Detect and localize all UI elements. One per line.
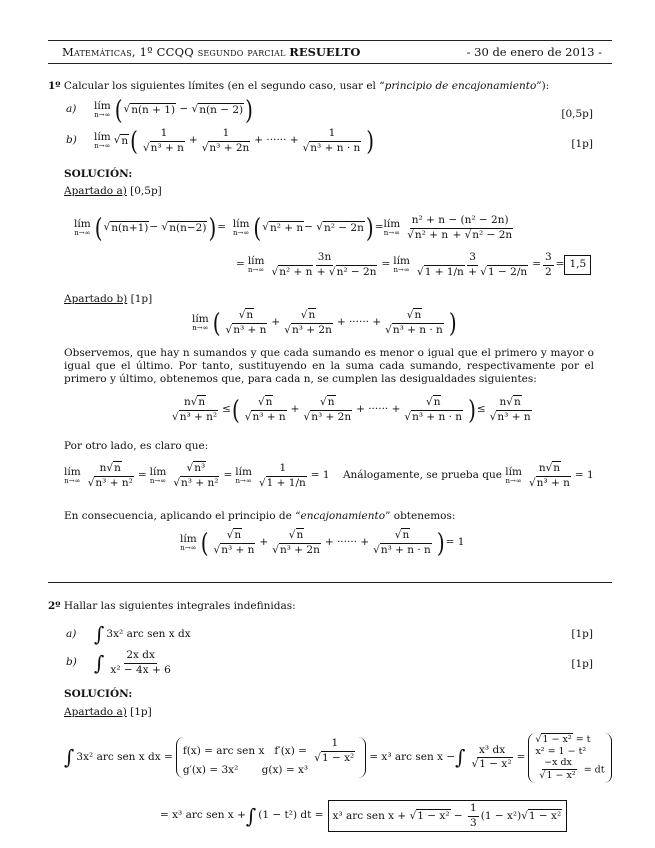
p1-apartado-b <box>64 293 152 306</box>
p1-consecuencia-end: ” obtenemos: <box>385 510 456 522</box>
p2-a-label: a) <box>66 627 77 640</box>
problem-1-number: 1º <box>48 80 61 92</box>
p1-apartado-a <box>64 185 162 198</box>
p1-solucion-heading: SOLUCIÓN: <box>64 168 133 180</box>
p1-sol-a-line1: lím n→∞ ( √ n(n+1) − √ n(n−2) ) = lím n→∞ ( √ n² + n − √ n² − 2n ) = lím n→∞ $\frac{\text{n² + n − (n² − 2n)}}{\text{√n² + n + √n² − 2n}}$ <box>74 212 513 244</box>
problem-1-statement <box>48 80 549 93</box>
header-title: Matemáticas, 1º CCQQ segundo parcial <box>62 45 286 59</box>
p2-item-b: b) ∫ $\frac{\text{2x dx}}{\text{x² − 4x + 6}}$ <box>66 649 171 676</box>
p1-apartado-b-pts: [1p] <box>130 293 153 305</box>
p1-b-points: [1p] <box>571 138 593 150</box>
p2-sol-a-line2: = x³ arc sen x + ∫ (1 − t²) dt = x³ arc sen x + √1 − x² − $\frac{1}{3}$ (1 − x²)√1 − x² <box>160 800 567 832</box>
problem-2-statement <box>48 600 296 613</box>
p1-apartado-a-pts: [0,5p] <box>130 185 162 197</box>
p1-statement-em: principio de encajonamiento <box>384 80 537 92</box>
p2-b-points: [1p] <box>571 658 593 670</box>
p1-item-b: b) lím n→∞ √ n ( $\frac{1}{\text{√n³ + n}}$ + $\frac{1}{\text{√n³ + 2n}}$ + ······ + $\frac{1}{\text{√n³ + n · n}}$ ) <box>66 125 375 157</box>
p1-statement-end: ”): <box>536 80 550 92</box>
header-resuelto: RESUELTO <box>289 45 361 59</box>
p2-item-a: a) ∫ 3x² arc sen x dx <box>66 622 191 646</box>
p1-a-label: a) <box>66 103 77 116</box>
top-rule <box>48 40 612 41</box>
p1-consecuencia-text: En consecuencia, aplicando el principio de “ <box>64 510 301 522</box>
p1-limits-line: lím n→∞ $\frac{n√n}{\text{√n³ + n²}}$ = lím n→∞ $\frac{\text{√n³}}{\text{√n³ + n²}}$ = lím n→∞ $\frac{1}{√1 + 1/n}$ = 1 Análogamente, se prueba que lím n→∞ $\frac{n√n}{\text{√n³ + n}}$ = 1 <box>64 462 594 489</box>
p1-consecuencia <box>64 510 455 523</box>
problem-2-number: 2º <box>48 600 61 612</box>
p1-inequality: $\frac{n√n}{\text{√n³ + n²}}$ ≤ ( $\frac{√n}{\text{√n³ + n}}$ + $\frac{√n}{\text{√n³ + 2n}}$ + ······ + $\frac{√n}{\text{√n³ + n · n}}$ ) ≤ $\frac{n√n}{\text{√n³ + n}}$ <box>172 394 531 426</box>
header-rule <box>48 63 612 64</box>
p1-observation-paragraph: Observemos, que hay n sumandos y que cada sumando es menor o igual que el primero y mayor o igual que el último. Por tanto, sustituyendo en la suma cada sumando, respectivamente por el primero y último, obtenemos que, para cada n, se cumplen las desigualdades siguientes: <box>64 347 594 386</box>
header-date: - 30 de enero de 2013 - <box>466 45 602 59</box>
p1-final-limit: lím n→∞ ( $\frac{√n}{\text{√n³ + n}}$ + $\frac{√n}{\text{√n³ + 2n}}$ + ······ + $\frac{√n}{\text{√n³ + n · n}}$ ) = 1 <box>180 527 465 559</box>
p2-a-points: [1p] <box>571 628 593 640</box>
p2-b-label: b) <box>66 656 77 669</box>
p1-b-label: b) <box>66 134 77 147</box>
p2-apartado-a <box>64 706 152 719</box>
p1-analogamente: Análogamente, se prueba que <box>342 469 502 482</box>
p1-item-a: a) lím n→∞ ( √ n(n + 1) − √ n(n − 2) ) <box>66 94 253 126</box>
page-header <box>62 45 602 59</box>
p2-statement-text: Hallar las siguientes integrales indefinidas: <box>63 600 296 612</box>
p1-sol-b-expr: lím n→∞ ( $\frac{√n}{\text{√n³ + n}}$ + $\frac{√n}{\text{√n³ + 2n}}$ + ······ + $\frac{√n}{\text{√n³ + n · n}}$ ) <box>192 307 457 339</box>
p1-apartado-a-label: Apartado a) <box>64 185 127 197</box>
p1-otro-lado: Por otro lado, es claro que: <box>64 440 209 452</box>
p2-sol-a-line1: ∫ 3x² arc sen x dx = f(x) = arc sen x f′(x) = $\frac{1}{\text{√1 − x²}}$ g′(x) = 3x² g(x) = x³ = x³ arc sen x − ∫ $\frac{\text{x³ dx}}{\text{√1 − x²}}$ = √1 − x² = t x² = 1 − t² $\frac{\text{−x dx}}{\text{√1 − x²}}$ = dt <box>64 733 615 783</box>
p1-statement-text: Calcular los siguientes límites (en el segundo caso, usar el “ <box>63 80 385 92</box>
p1-sol-a-line2: = lím n→∞ $\frac{3n}{\text{√n² + n + √n² − 2n}}$ = lím n→∞ $\frac{3}{√1 + 1/n + √1 - 2/n}$ = $\frac{3}{2}$ = 1,5 <box>236 252 591 278</box>
p1-apartado-b-label: Apartado b) <box>64 293 128 305</box>
p1-a-points: [0,5p] <box>561 108 593 120</box>
section-rule <box>48 582 612 583</box>
p1-consecuencia-em: encajonamiento <box>300 510 386 522</box>
p2-apartado-a-pts: [1p] <box>130 706 152 718</box>
p2-solucion-heading: SOLUCIÓN: <box>64 688 133 700</box>
p1-result-a: 1,5 <box>564 255 591 274</box>
p2-apartado-a-label: Apartado a) <box>64 706 127 718</box>
